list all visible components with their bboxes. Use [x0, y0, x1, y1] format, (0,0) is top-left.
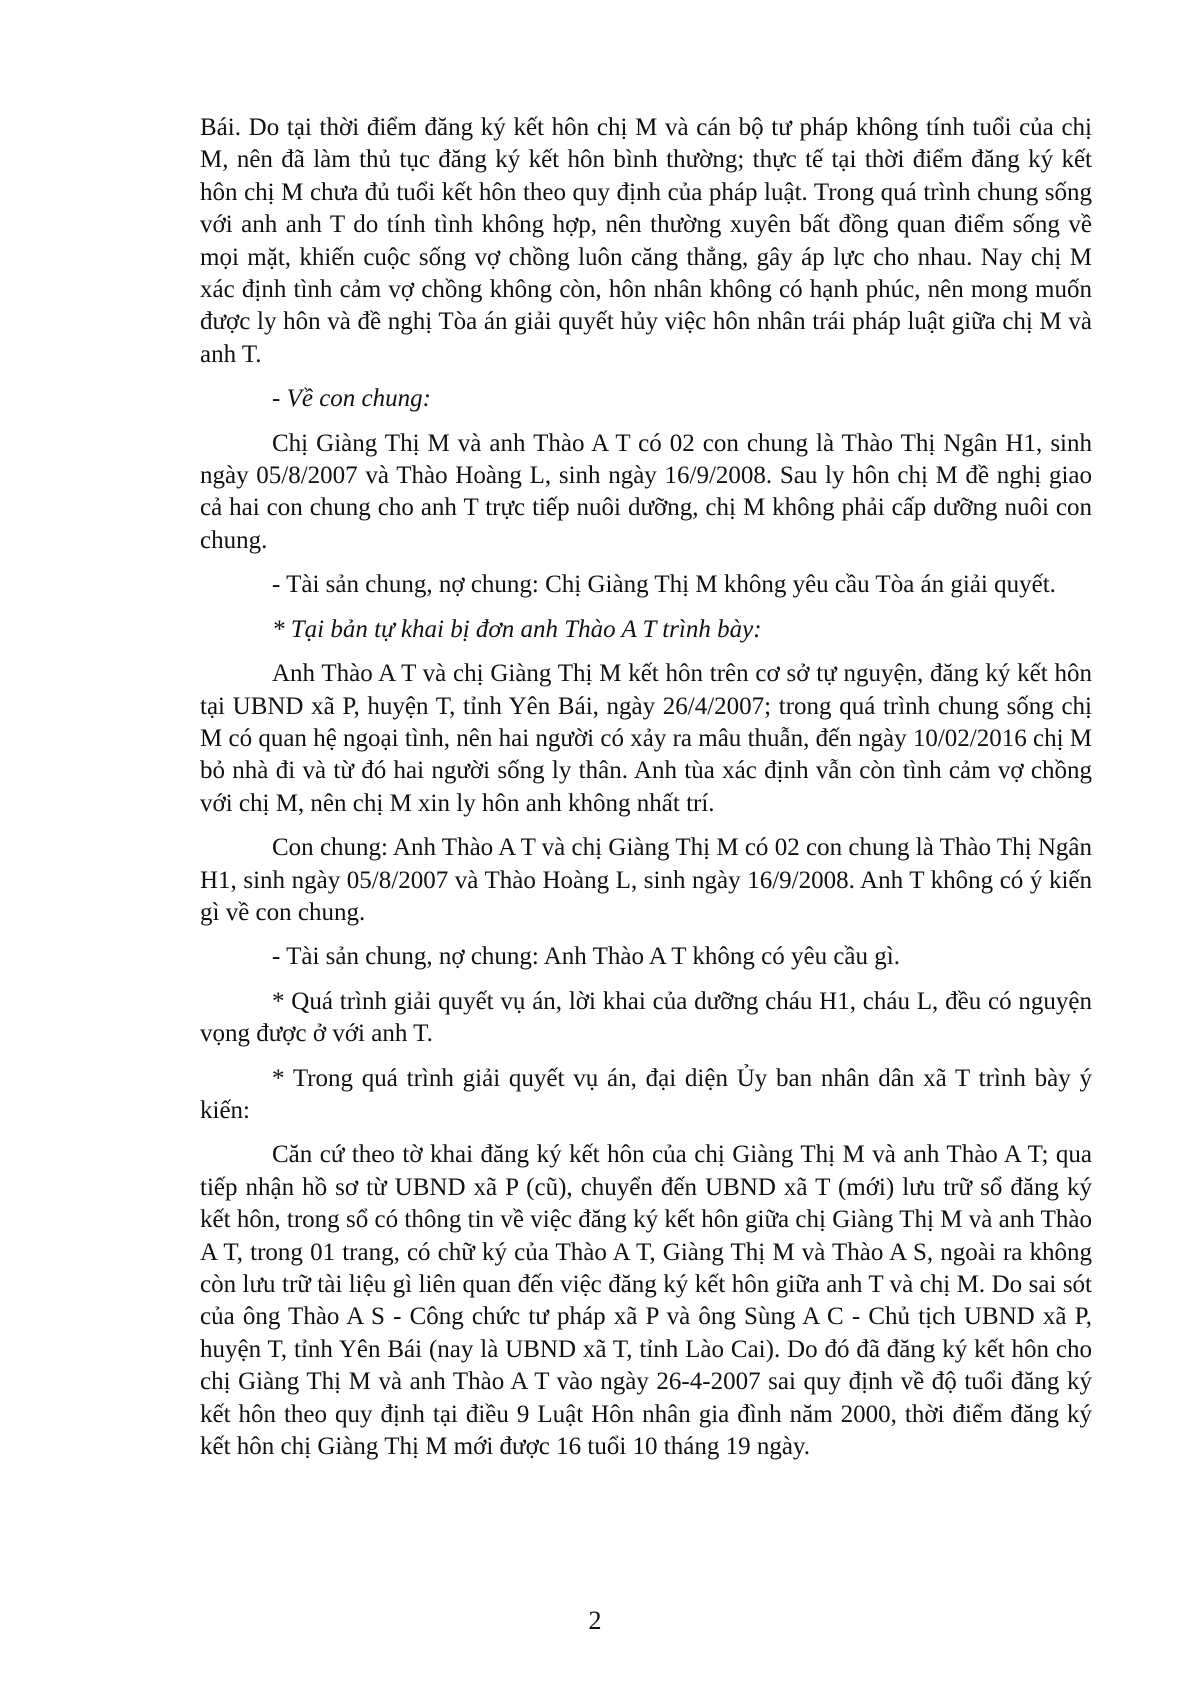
page-number: 2	[588, 1606, 602, 1635]
paragraph-defendant-statement: Anh Thào A T và chị Giàng Thị M kết hôn trên cơ sở tự nguyện, đăng ký kết hôn tại UBND xã P, huyện T, tỉnh Yên Bái, ngày 26/4/2007; trong quá trình chung sống chị M có quan hệ ngoại tình, nên hai người có xảy ra mâu thuẫn, đến ngày 10/02/2016 chị M bỏ nhà đi và từ đó hai người sống ly thân. Anh tùa xác định vẫn còn tình cảm vợ chồng với chị M, nên chị M xin ly hôn anh không nhất trí.	[200, 660, 1092, 817]
paragraph-children-husband: Con chung: Anh Thào A T và chị Giàng Thị M có 02 con chung là Thào Thị Ngân H1, sinh ngày 05/8/2007 và Thào Hoàng L, sinh ngày 16/9/2008. Anh T không có ý kiến gì về con chung.	[200, 834, 1092, 926]
heading-defendant-statement: * Tại bản tự khai bị đơn anh Thào A T trình bày:	[272, 615, 762, 643]
paragraph-commune-representative: * Trong quá trình giải quyết vụ án, đại diện Ủy ban nhân dân xã T trình bày ý kiến:	[200, 1064, 1092, 1124]
document-body	[200, 112, 1092, 1475]
paragraph-children-wife: Chị Giàng Thị M và anh Thào A T có 02 con chung là Thào Thị Ngân H1, sinh ngày 05/8/2007 và Thào Hoàng L, sinh ngày 16/9/2008. Sau ly hôn chị M đề nghị giao cả hai con chung cho anh T trực tiếp nuôi dưỡng, chị M không phải cấp dưỡng nuôi con chung.	[200, 429, 1092, 554]
paragraph-wife-statement-end: Bái. Do tại thời điểm đăng ký kết hôn chị M và cán bộ tư pháp không tính tuổi của chị M, nên đã làm thủ tục đăng ký kết hôn bình thường; thực tế tại thời điểm đăng ký kết hôn chị M chưa đủ tuổi kết hôn theo quy định của pháp luật. Trong quá trình chung sống với anh anh T do tính tình không hợp, nên thường xuyên bất đồng quan điểm sống về mọi mặt, khiến cuộc sống vợ chồng luôn căng thẳng, gây áp lực cho nhau. Nay chị M xác định tình cảm vợ chồng không còn, hôn nhân không có hạnh phúc, nên mong muốn được ly hôn và đề nghị Tòa án giải quyết hủy việc hôn nhân trái pháp luật giữa chị M và anh T.	[200, 114, 1092, 368]
paragraph-children-wishes: * Quá trình giải quyết vụ án, lời khai của dưỡng cháu H1, cháu L, đều có nguyện vọng được ở với anh T.	[200, 987, 1092, 1048]
paragraph-property-husband: - Tài sản chung, nợ chung: Anh Thào A T không có yêu cầu gì.	[272, 943, 900, 971]
heading-children: - Về con chung:	[272, 385, 431, 413]
paragraph-commune-findings: Căn cứ theo tờ khai đăng ký kết hôn của chị Giàng Thị M và anh Thào A T; qua tiếp nhận hồ sơ từ UBND xã P (cũ), chuyển đến UBND xã T (mới) lưu trữ sổ đăng ký kết hôn, trong sổ có thông tin về việc đăng ký kết hôn giữa chị Giàng Thị M và anh Thào A T, trong 01 trang, có chữ ký của Thào A T, Giàng Thị M và Thào A S, ngoài ra không còn lưu trữ tài liệu gì liên quan đến việc đăng ký kết hôn giữa anh T và chị M. Do sai sót của ông Thào A S - Công chức tư pháp xã P và ông Sùng A C - Chủ tịch UBND xã P, huyện T, tỉnh Yên Bái (nay là UBND xã T, tỉnh Lào Cai). Do đó đã đăng ký kết hôn cho chị Giàng Thị M và anh Thào A T vào ngày 26-4-2007 sai quy định về độ tuổi đăng ký kết hôn theo quy định tại điều 9 Luật Hôn nhân gia đình năm 2000, thời điểm đăng ký kết hôn chị Giàng Thị M mới được 16 tuổi 10 tháng 19 ngày.	[200, 1141, 1092, 1461]
paragraph-property-wife: - Tài sản chung, nợ chung: Chị Giàng Thị M không yêu cầu Tòa án giải quyết.	[272, 571, 1056, 599]
